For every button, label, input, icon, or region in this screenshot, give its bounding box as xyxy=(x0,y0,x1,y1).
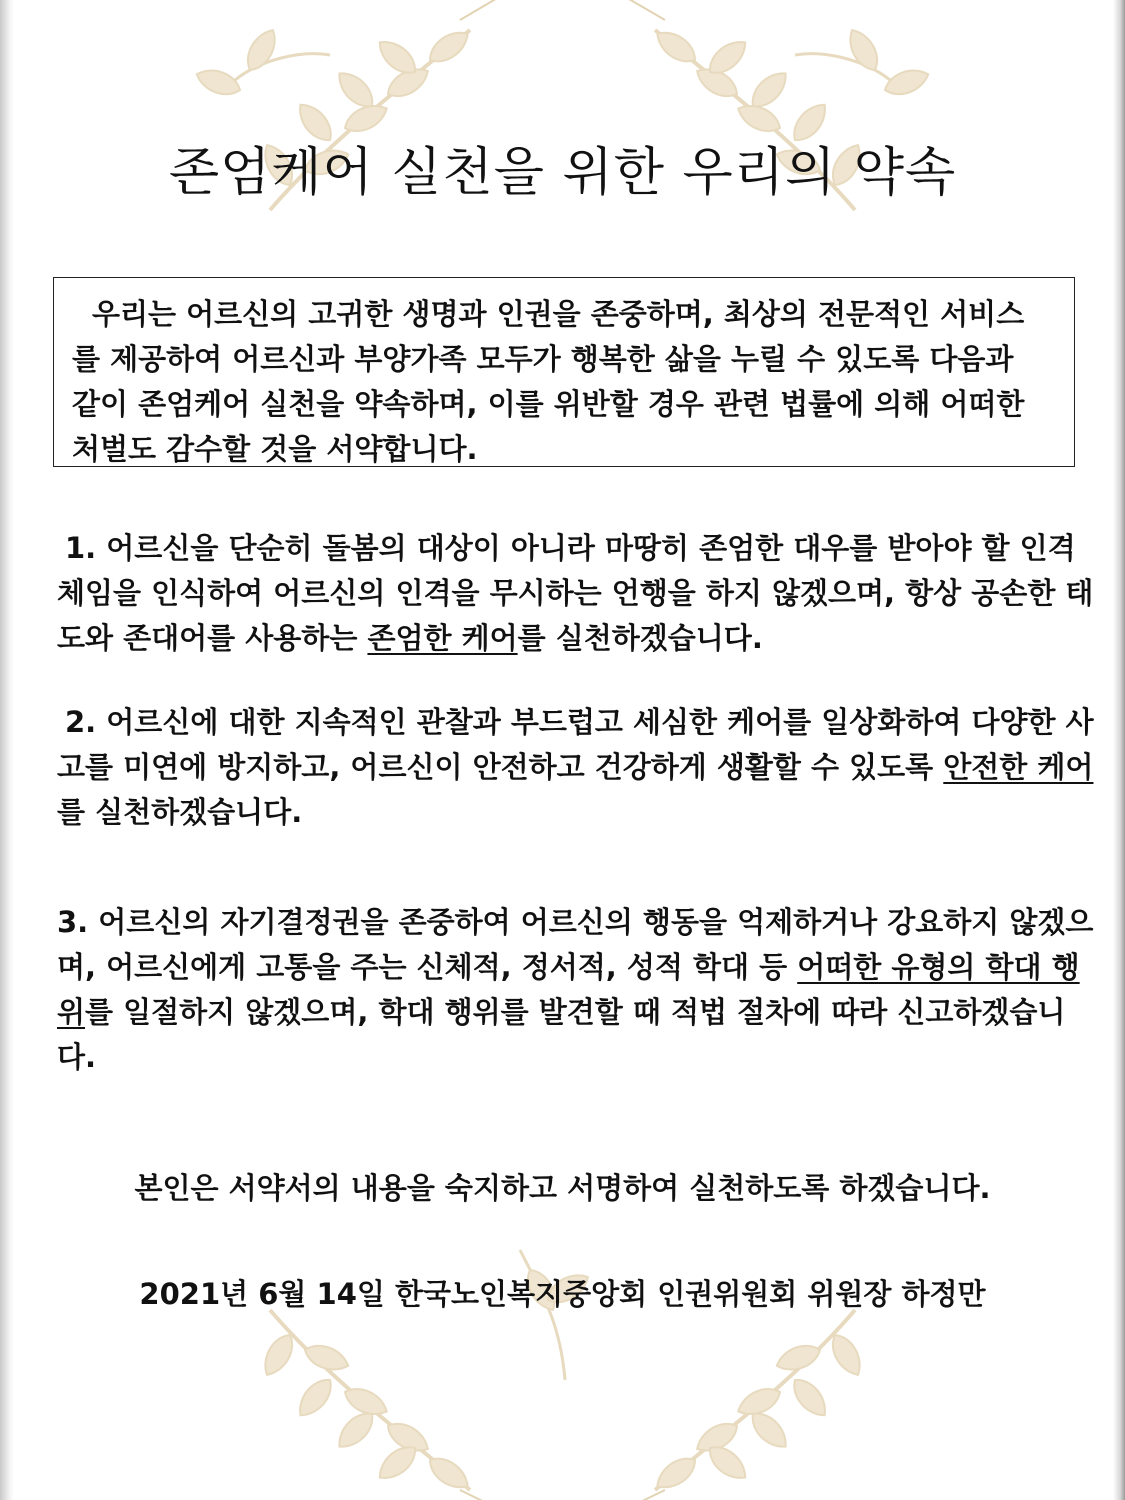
promise-item-2 xyxy=(57,700,1097,835)
intro-statement-box: 우리는 어르신의 고귀한 생명과 인권을 존중하며, 최상의 전문적인 서비스를 제공하여 어르신과 부양가족 모두가 행복한 삶을 누릴 수 있도록 다음과 같이 존엄케어 실천을 약속하며, 이를 위반할 경우 관련 법률에 의해 어떠한 처벌도 감수할 것을 서약합니다. xyxy=(53,277,1075,467)
promise-1-text: 1. 어르신을 단순히 돌봄의 대상이 아니라 마땅히 존엄한 대우를 받아야 할 인격체임을 인식하여 어르신의 인격을 무시하는 언행을 하지 않겠으며, 항상 공손한 태도와 존대어를 사용하는 xyxy=(57,531,1094,655)
pledge-statement: 본인은 서약서의 내용을 숙지하고 서명하여 실천하도록 하겠습니다. xyxy=(134,1171,991,1205)
promise-1-emphasis: 존엄한 케어 xyxy=(367,621,518,655)
promise-3-emphasis: 어떠한 유형의 학대 행위 xyxy=(57,950,1080,1029)
document-title: 존엄케어 실천을 위한 우리의 약속 xyxy=(168,143,957,203)
promise-1-text-end: 를 실천하겠습니다. xyxy=(517,621,763,655)
promise-3-text-end: 를 일절하지 않겠으며, 학대 행위를 발견할 때 적법 절차에 따라 신고하겠습니다. xyxy=(57,995,1066,1074)
promise-2-emphasis: 안전한 케어 xyxy=(943,750,1094,784)
promise-item-1 xyxy=(57,526,1097,661)
promise-3-text: 3. 어르신의 자기결정권을 존중하여 어르신의 행동을 억제하거나 강요하지 않겠으며, 어르신에게 고통을 주는 신체적, 정서적, 성적 학대 등 xyxy=(57,905,1094,984)
promise-item-3 xyxy=(57,900,1097,1080)
signature-line: 2021년 6월 14일 한국노인복지중앙회 인권위원회 위원장 하정만 xyxy=(139,1277,986,1311)
promise-2-text: 2. 어르신에 대한 지속적인 관찰과 부드럽고 세심한 케어를 일상화하여 다양한 사고를 미연에 방지하고, 어르신이 안전하고 건강하게 생활할 수 있도록 xyxy=(57,705,1094,784)
promise-2-text-end: 를 실천하겠습니다. xyxy=(57,795,303,829)
